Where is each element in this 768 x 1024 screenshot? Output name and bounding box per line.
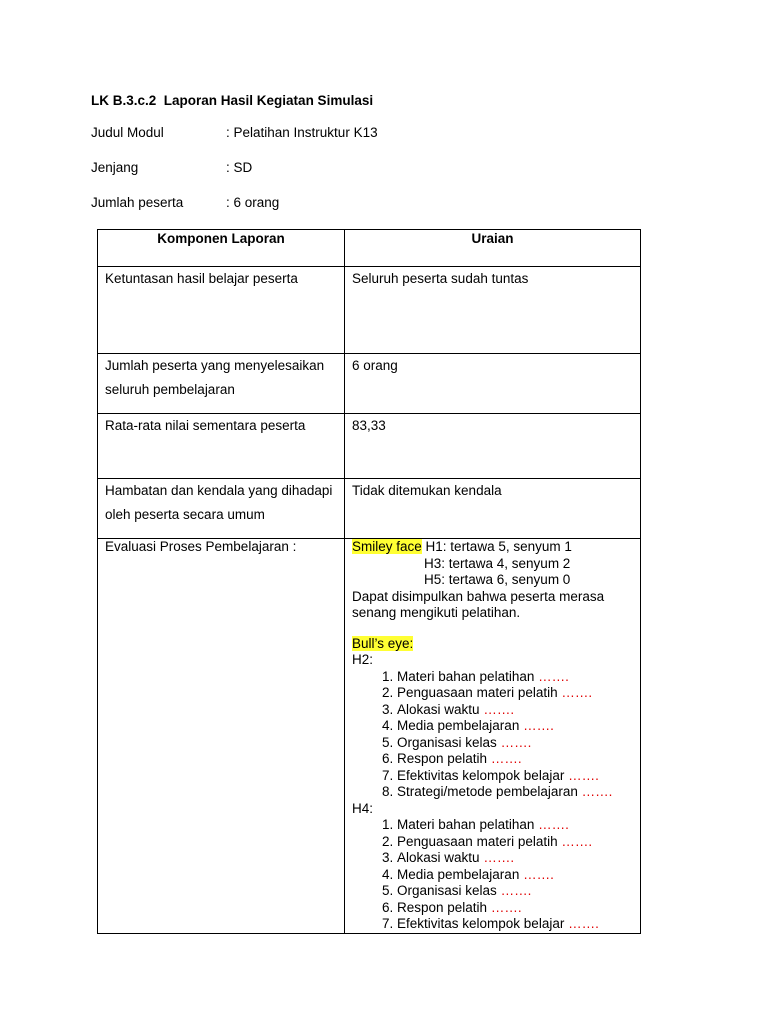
meta-jenjang bbox=[91, 160, 252, 175]
h4-label: H4: bbox=[352, 800, 374, 816]
list-item: 2. Penguasaan materi pelatih ……. bbox=[397, 685, 633, 702]
h2-label: H2: bbox=[352, 652, 374, 667]
cell-komponen: Evaluasi Proses Pembelajaran : bbox=[98, 539, 345, 934]
h4-list bbox=[352, 817, 633, 933]
cell-komponen: Ketuntasan hasil belajar peserta bbox=[98, 267, 345, 354]
table-row bbox=[98, 354, 641, 414]
report-table bbox=[97, 229, 641, 934]
meta-label: Jenjang bbox=[91, 160, 139, 175]
list-item: 5. Organisasi kelas ……. bbox=[397, 735, 633, 752]
list-item: 8. Strategi/metode pembelajaran ……. bbox=[397, 784, 633, 801]
meta-judul-modul bbox=[91, 125, 378, 140]
list-item: 6. Respon pelatih ……. bbox=[397, 751, 633, 768]
list-item: 1. Materi bahan pelatihan ……. bbox=[397, 669, 633, 686]
cell-uraian: Tidak ditemukan kendala bbox=[345, 479, 641, 539]
cell-komponen: Rata-rata nilai sementara peserta bbox=[98, 414, 345, 479]
document-title: LK B.3.c.2 Laporan Hasil Kegiatan Simulasi bbox=[91, 93, 374, 108]
table-row bbox=[98, 414, 641, 479]
smiley-face-label: Smiley face bbox=[352, 539, 422, 554]
header-komponen: Komponen Laporan bbox=[98, 230, 345, 267]
list-item: 3. Alokasi waktu ……. bbox=[397, 702, 633, 719]
h2-list bbox=[352, 669, 633, 801]
list-item: 1. Materi bahan pelatihan ……. bbox=[397, 817, 633, 834]
table-header-row bbox=[98, 230, 641, 267]
list-item: 4. Media pembelajaran ……. bbox=[397, 867, 633, 884]
table-row-evaluasi bbox=[98, 539, 641, 934]
meta-value: : 6 orang bbox=[226, 195, 280, 210]
list-item: 5. Organisasi kelas ……. bbox=[397, 883, 633, 900]
meta-value: : Pelatihan Instruktur K13 bbox=[226, 125, 378, 140]
cell-uraian: Seluruh peserta sudah tuntas bbox=[345, 267, 641, 354]
smiley-line-1 bbox=[352, 539, 633, 556]
table-row bbox=[98, 479, 641, 539]
cell-evaluasi-uraian bbox=[345, 539, 641, 934]
table-row bbox=[98, 267, 641, 354]
meta-jumlah-peserta bbox=[91, 195, 279, 210]
smiley-conclusion: Dapat disimpulkan bahwa peserta merasa senang mengikuti pelatihan. bbox=[352, 588, 605, 620]
cell-uraian: 83,33 bbox=[345, 414, 641, 479]
list-item: 7. Efektivitas kelompok belajar ……. bbox=[397, 768, 633, 785]
smiley-h3: H3: tertawa 4, senyum 2 bbox=[424, 555, 571, 571]
meta-label: Jumlah peserta bbox=[91, 195, 184, 210]
list-item: 2. Penguasaan materi pelatih ……. bbox=[397, 834, 633, 851]
cell-uraian: 6 orang bbox=[345, 354, 641, 414]
meta-label: Judul Modul bbox=[91, 125, 164, 140]
meta-value: : SD bbox=[226, 160, 253, 175]
cell-komponen: Jumlah peserta yang menyelesaikan seluruh pembelajaran bbox=[98, 354, 345, 414]
list-item: 4. Media pembelajaran ……. bbox=[397, 718, 633, 735]
bulls-eye-label: Bull’s eye: bbox=[352, 635, 414, 651]
cell-komponen: Hambatan dan kendala yang dihadapi oleh peserta secara umum bbox=[98, 479, 345, 539]
list-item: 7. Efektivitas kelompok belajar ……. bbox=[397, 916, 633, 933]
smiley-h1: H1: tertawa 5, senyum 1 bbox=[425, 539, 572, 554]
list-item: 3. Alokasi waktu ……. bbox=[397, 850, 633, 867]
header-uraian: Uraian bbox=[345, 230, 641, 267]
smiley-h5: H5: tertawa 6, senyum 0 bbox=[424, 572, 571, 587]
list-item: 6. Respon pelatih ……. bbox=[397, 900, 633, 917]
